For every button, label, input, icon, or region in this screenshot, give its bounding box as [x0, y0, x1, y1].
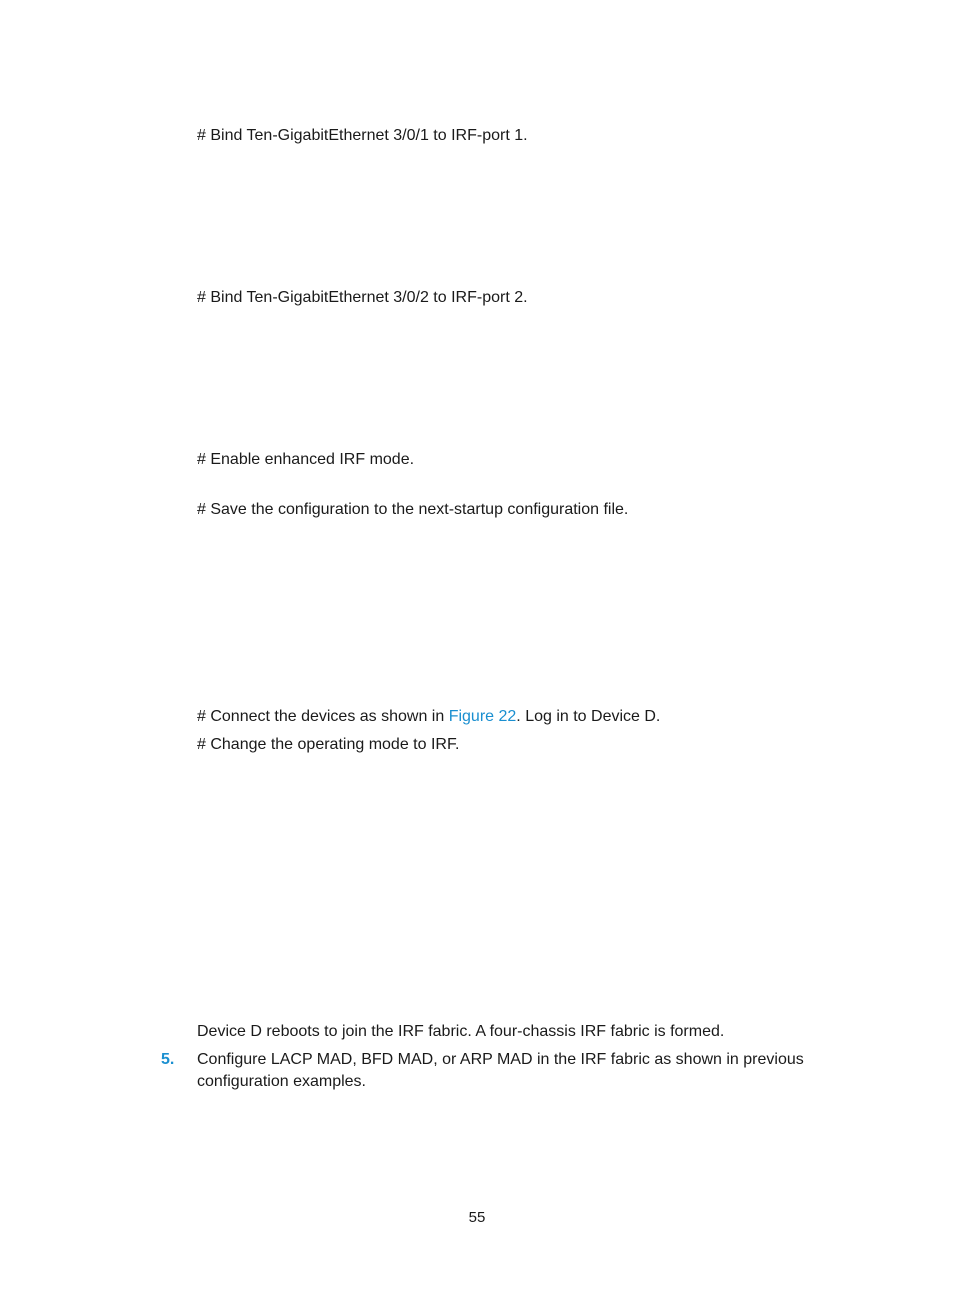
paragraph-bind-port2: # Bind Ten-GigabitEthernet 3/0/2 to IRF-port 2. — [197, 289, 528, 306]
paragraph-connect-devices — [197, 707, 660, 727]
paragraph-change-mode: # Change the operating mode to IRF. — [197, 736, 460, 753]
connect-prefix-text: # Connect the devices as shown in — [197, 708, 449, 725]
paragraph-bind-port1: # Bind Ten-GigabitEthernet 3/0/1 to IRF-port 1. — [197, 127, 528, 144]
step-5-line1: Configure LACP MAD, BFD MAD, or ARP MAD in the IRF fabric as shown in previous — [197, 1051, 804, 1068]
figure-22-link[interactable]: Figure 22 — [448, 708, 517, 725]
page-number: 55 — [468, 1209, 486, 1226]
paragraph-save-config: # Save the configuration to the next-startup configuration file. — [197, 501, 629, 518]
connect-suffix-text: . Log in to Device D. — [516, 708, 661, 725]
paragraph-device-reboot: Device D reboots to join the IRF fabric. A four-chassis IRF fabric is formed. — [197, 1023, 725, 1040]
step-number: 5. — [161, 1051, 175, 1068]
step-5-line2: configuration examples. — [197, 1073, 366, 1090]
paragraph-enable-enhanced: # Enable enhanced IRF mode. — [197, 451, 415, 468]
